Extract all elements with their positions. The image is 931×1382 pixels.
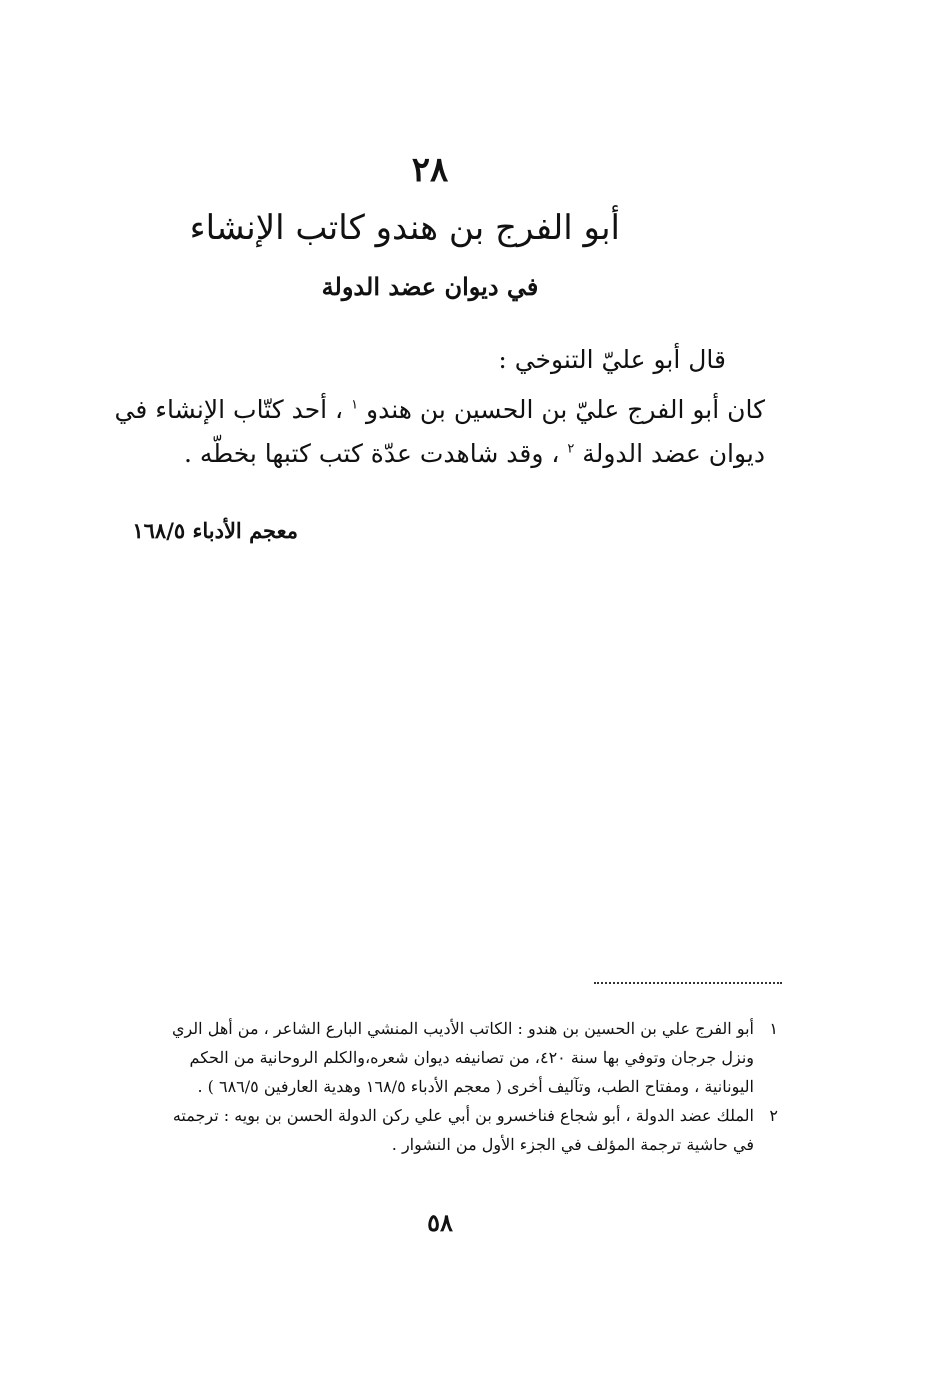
body-paragraph (100, 388, 765, 476)
body-text-segment: كان أبو الفرج عليّ بن الحسين بن هندو (366, 395, 765, 424)
footnote-line: اليونانية ، ومفتاح الطب، وتآليف أخرى ( معجم الأدباء ١٦٨/٥ وهدية العارفين ٦٨٦/٥ ) . (197, 1077, 754, 1096)
page-number: ٥٨ (427, 1208, 453, 1237)
footnote-line: ونزل جرجان وتوفي بها سنة ٤٢٠، من تصانيفه ديوان شعره،والكلم الروحانية من الحكم (189, 1048, 754, 1067)
footnote-marker-1: ١ (351, 397, 359, 413)
footnote-line: في حاشية ترجمة المؤلف في الجزء الأول من النشوار . (391, 1135, 754, 1154)
body-line-2 (100, 432, 765, 476)
footnote-number: ١ (769, 1019, 778, 1038)
footnote-line (108, 1014, 778, 1043)
footnotes-section (108, 1014, 778, 1159)
body-text-segment: ، أحد كتّاب الإنشاء في (114, 395, 344, 424)
footnote-number: ٢ (769, 1106, 778, 1125)
footnote-text: أبو الفرج علي بن الحسين بن هندو : الكاتب الأديب المنشي البارع الشاعر ، من أهل الري (171, 1019, 754, 1038)
footnote-1 (108, 1014, 778, 1101)
narrator-intro: قال أبو عليّ التنوخي : (498, 345, 726, 374)
source-citation: معجم الأدباء ١٦٨/٥ (132, 518, 298, 543)
footnote-line (108, 1101, 778, 1130)
footnote-text: الملك عضد الدولة ، أبو شجاع فناخسرو بن أبي علي ركن الدولة الحسن بن بويه : ترجمته (172, 1106, 754, 1125)
section-number: ٢٨ (411, 150, 449, 190)
body-line-1 (100, 388, 765, 432)
footnote-2 (108, 1101, 778, 1159)
body-text-segment: ، وقد شاهدت عدّة كتب كتبها بخطّه . (183, 439, 560, 468)
footnote-marker-2: ٢ (567, 441, 575, 457)
footnote-divider (594, 982, 782, 984)
page-title: أبو الفرج بن هندو كاتب الإنشاء (189, 208, 620, 248)
body-text-segment: ديوان عضد الدولة (582, 439, 765, 468)
page-subtitle: في ديوان عضد الدولة (321, 272, 539, 301)
